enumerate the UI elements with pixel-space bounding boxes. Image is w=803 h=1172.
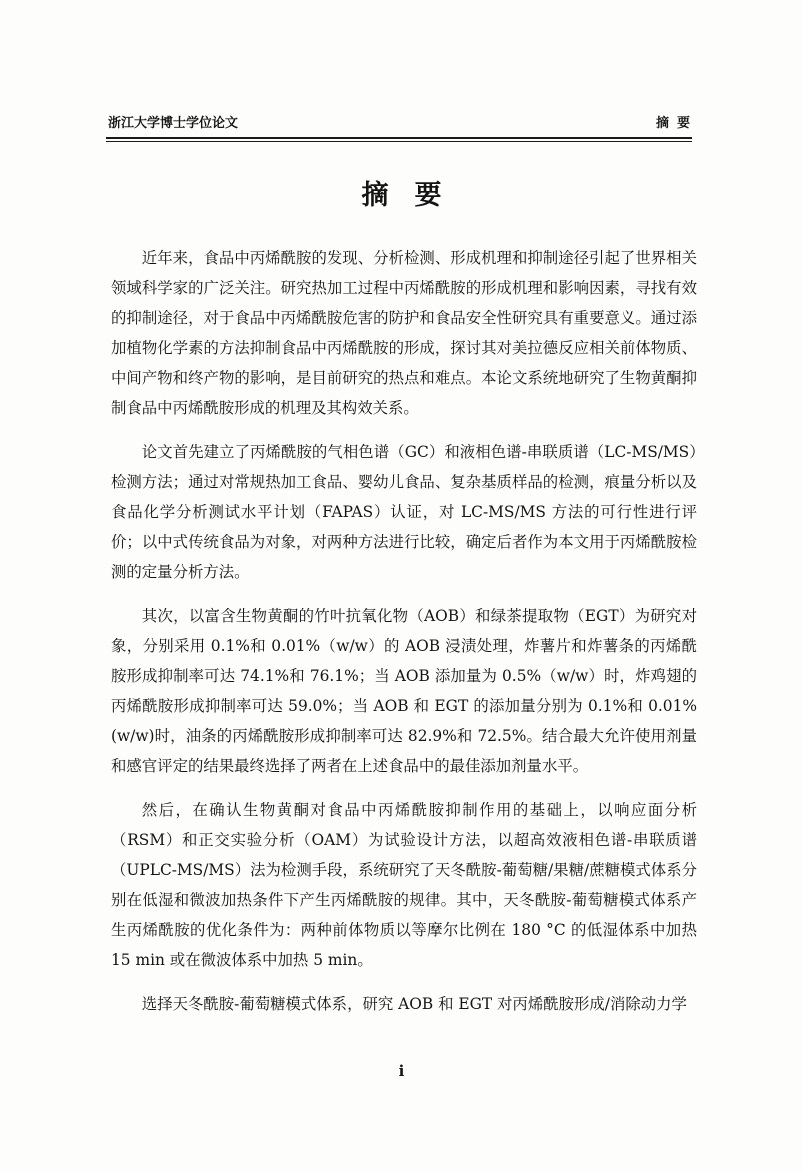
abstract-body — [111, 243, 697, 1033]
page-number: i — [398, 1062, 405, 1080]
page-title: 摘要 — [361, 180, 468, 211]
paragraph: 其次，以富含生物黄酮的竹叶抗氧化物（AOB）和绿茶提取物（EGT）为研究对象，分别采用 0.1%和 0.01%（w/w）的 AOB 浸渍处理，炸薯片和炸薯条的丙烯酰胺形成抑制率可达 74.1%和 76.1%；当 AOB 添加量为 0.5%（w/w）时，炸鸡翅的丙烯酰胺形成抑制率可达 59.0%；当 AOB 和 EGT 的添加量分别为 0.1%和 0.01%(w/w)时，油条的丙烯酰胺形成抑制率可达 82.9%和 72.5%。结合最大允许使用剂量和感官评定的结果最终选择了两者在上述食品中的最佳添加剂量水平。 — [111, 607, 697, 775]
paragraph: 近年来，食品中丙烯酰胺的发现、分析检测、形成机理和抑制途径引起了世界相关领域科学家的广泛关注。研究热加工过程中丙烯酰胺的形成机理和影响因素，寻找有效的抑制途径，对于食品中丙烯酰胺危害的防护和食品安全性研究具有重要意义。通过添加植物化学素的方法抑制食品中丙烯酰胺的形成，探讨其对美拉德反应相关前体物质、中间产物和终产物的影响，是目前研究的热点和难点。本论文系统地研究了生物黄酮抑制食品中丙烯酰胺形成的机理及其构效关系。 — [111, 249, 697, 417]
header-rule-thin — [106, 141, 692, 142]
paragraph: 然后，在确认生物黄酮对食品中丙烯酰胺抑制作用的基础上，以响应面分析（RSM）和正交实验分析（OAM）为试验设计方法，以超高效液相色谱-串联质谱（UPLC-MS/MS）法为检测手段，系统研究了天冬酰胺-葡萄糖/果糖/蔗糖模式体系分别在低湿和微波加热条件下产生丙烯酰胺的规律。其中，天冬酰胺-葡萄糖模式体系产生丙烯酰胺的优化条件为：两种前体物质以等摩尔比例在 180 °C 的低湿体系中加热 15 min 或在微波体系中加热 5 min。 — [111, 801, 697, 969]
running-header — [106, 110, 698, 136]
header-rule — [106, 137, 692, 139]
header-section-name: 摘要 — [655, 116, 698, 131]
paragraph: 论文首先建立了丙烯酰胺的气相色谱（GC）和液相色谱-串联质谱（LC-MS/MS）检测方法；通过对常规热加工食品、婴幼儿食品、复杂基质样品的检测，痕量分析以及食品化学分析测试水平计划（FAPAS）认证，对 LC-MS/MS 方法的可行性进行评价；以中式传统食品为对象，对两种方法进行比较，确定后者作为本文用于丙烯酰胺检测的定量分析方法。 — [111, 443, 697, 581]
paragraph: 选择天冬酰胺-葡萄糖模式体系，研究 AOB 和 EGT 对丙烯酰胺形成/消除动力学 — [141, 995, 687, 1013]
header-thesis-title: 浙江大学博士学位论文 — [108, 116, 239, 131]
